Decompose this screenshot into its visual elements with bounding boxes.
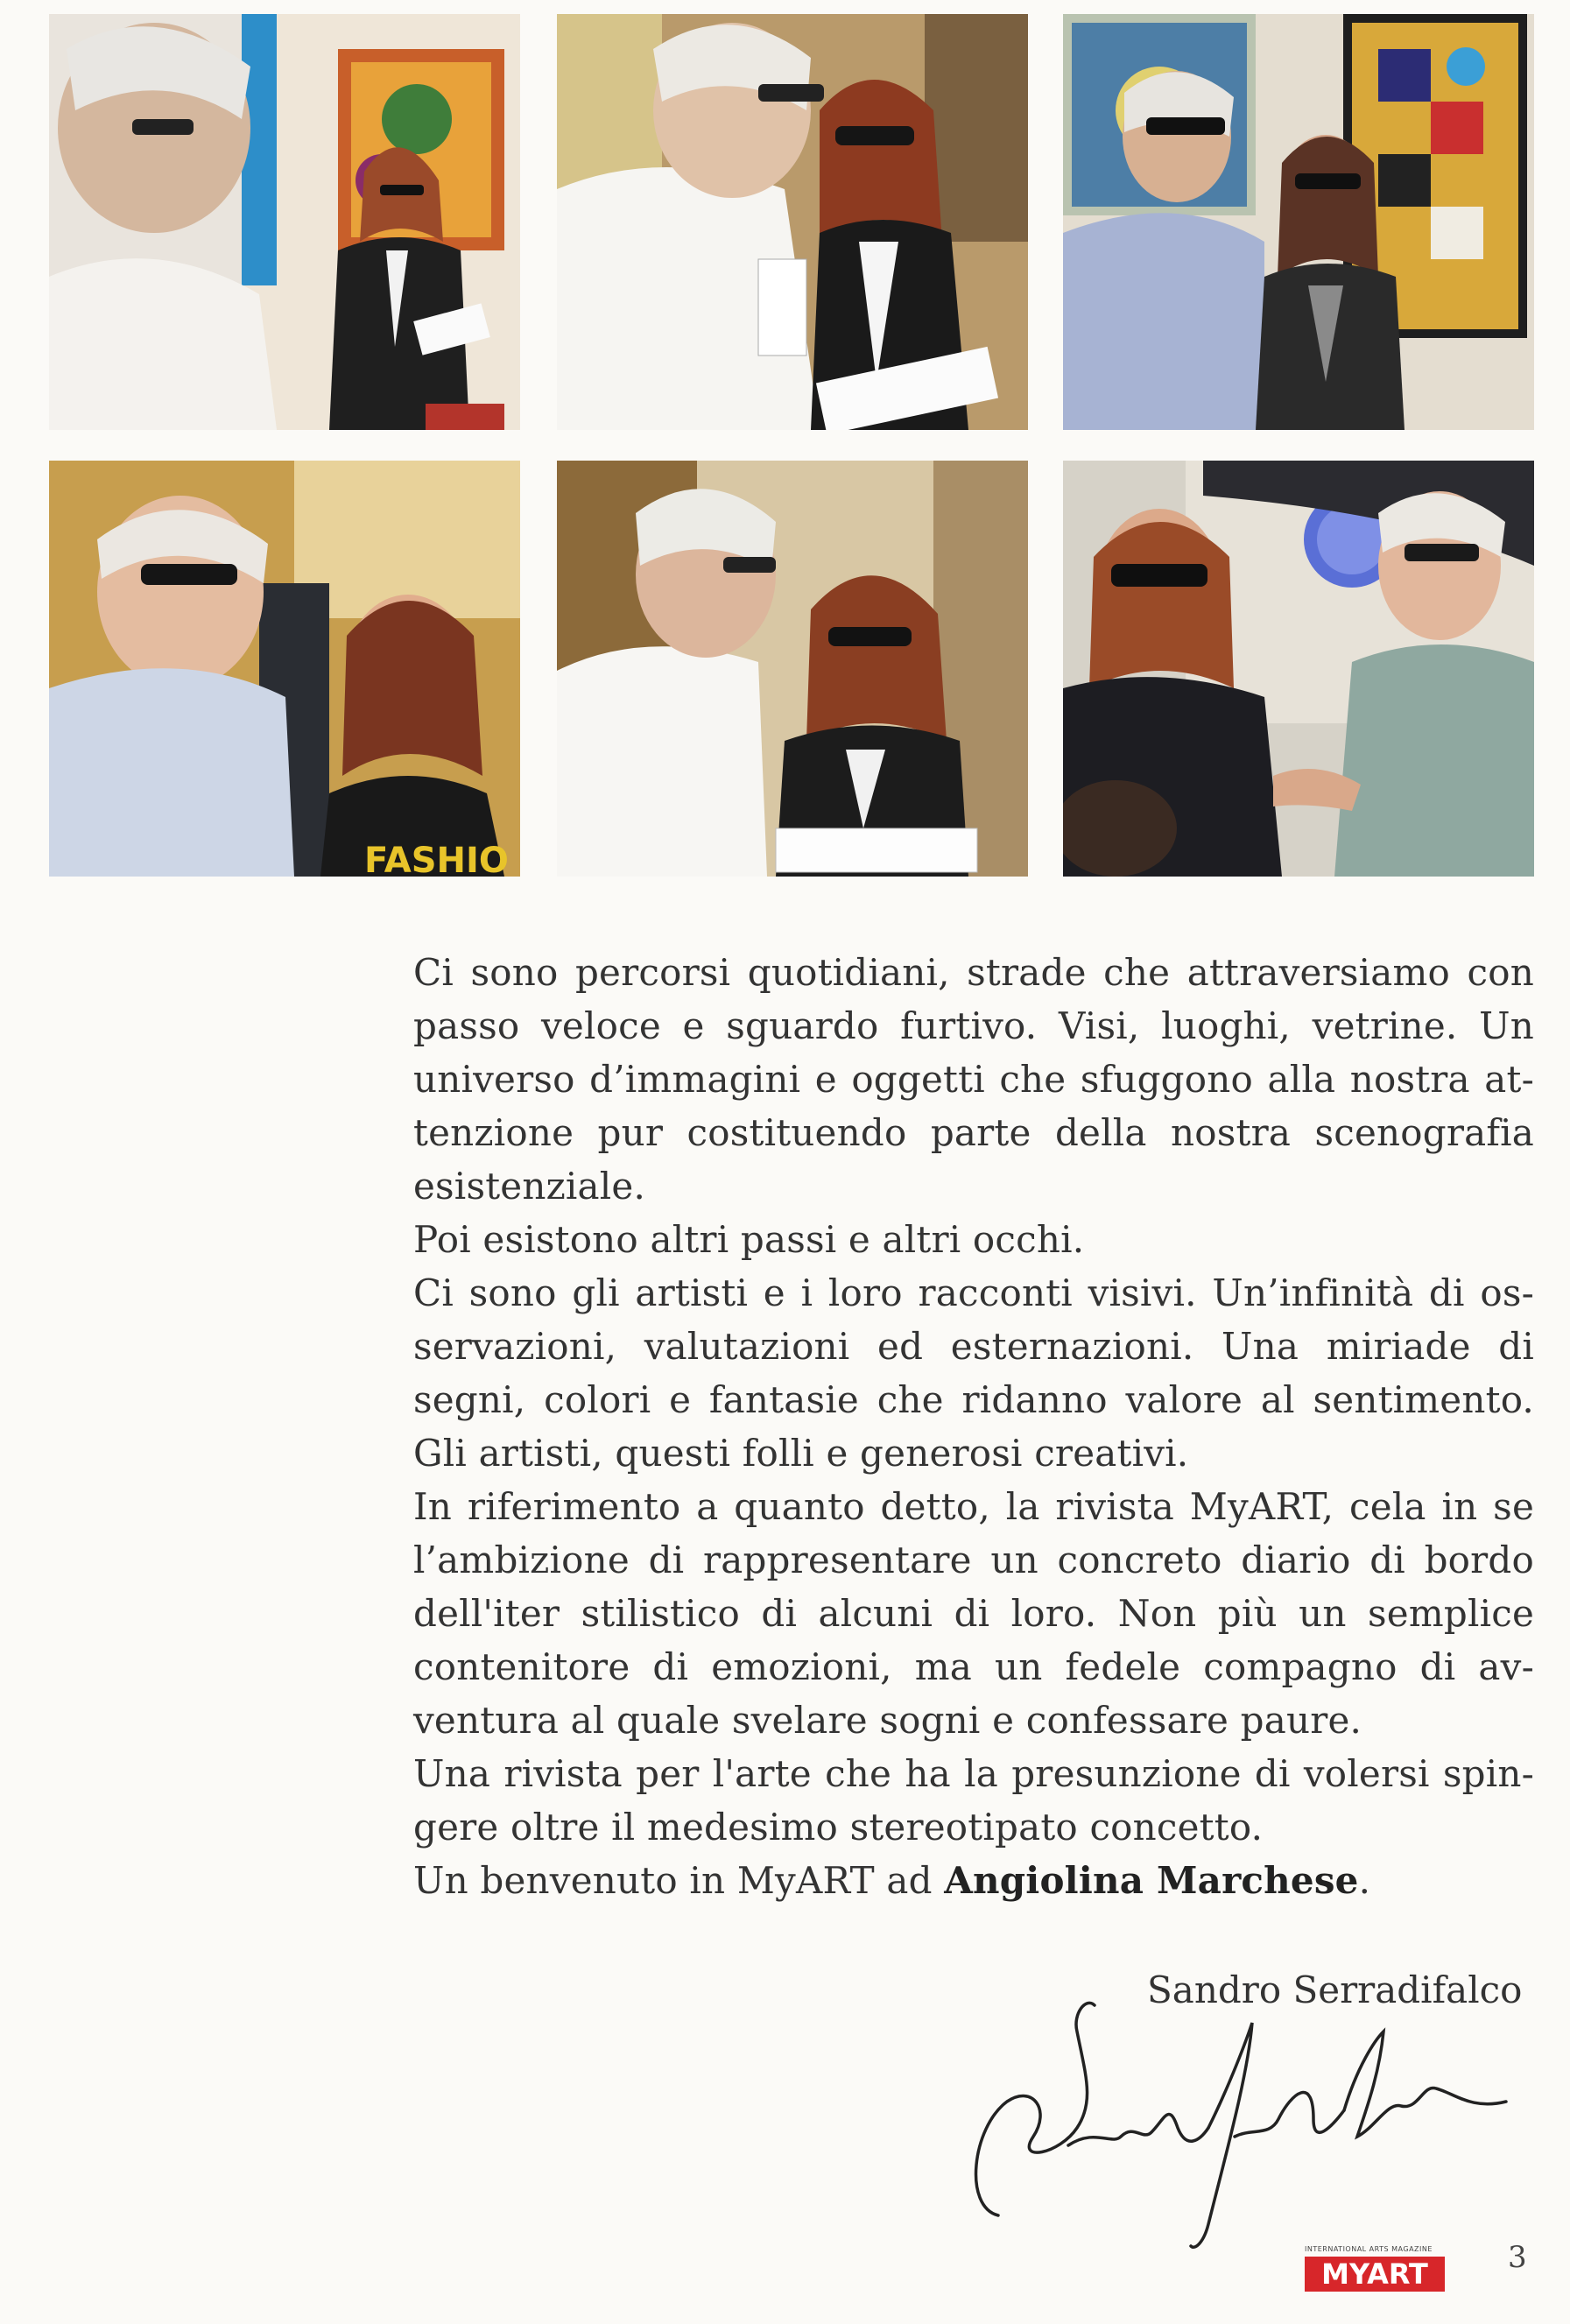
body-line: segni, colori e fantasie che ridanno valore al sentimento. (413, 1378, 1534, 1421)
photo-gallery-visitor-woman-reading (49, 14, 520, 430)
svg-text:FASHIO: FASHIO (364, 841, 509, 877)
author-name: Sandro Serradifalco (1147, 1968, 1523, 2011)
photo-image (1063, 461, 1534, 877)
body-line: universo d’immagini e oggetti che sfuggono alla nostra at- (413, 1058, 1534, 1101)
body-line: Poi esistono altri passi e altri occhi. (413, 1218, 1085, 1261)
body-line: Gli artisti, questi folli e generosi creativi. (413, 1432, 1189, 1475)
photo-couple-by-painting (1063, 14, 1534, 430)
editorial-text (413, 946, 1534, 1907)
logo-tagline: INTERNATIONAL ARTS MAGAZINE (1305, 2245, 1433, 2253)
photo-image (1063, 14, 1534, 430)
photo-image (49, 461, 520, 877)
body-line: Una rivista per l'arte che ha la presunzione di volersi spin- (413, 1752, 1534, 1795)
body-line: dell'iter stilistico di alcuni di loro. Non più un semplice (413, 1592, 1534, 1635)
photo-handshake (1063, 461, 1534, 877)
body-line: servazioni, valutazioni ed esternazioni. Una miriade di (413, 1325, 1534, 1368)
handwritten-signature (946, 1997, 1541, 2259)
body-line: tenzione pur costituendo parte della nostra scenografia (413, 1111, 1534, 1154)
welcome-prefix: Un benvenuto in MyART ad (413, 1859, 945, 1902)
body-line: passo veloce e sguardo furtivo. Visi, luoghi, vetrine. Un (413, 1004, 1534, 1047)
body-line: esistenziale. (413, 1165, 646, 1208)
photo-image (49, 14, 520, 430)
welcome-suffix: . (1358, 1859, 1371, 1902)
body-line: contenitore di emozioni, ma un fedele compagno di av- (413, 1645, 1534, 1688)
logo-wordmark: MYART (1305, 2257, 1445, 2292)
welcome-line (413, 1854, 1534, 1907)
featured-artist-name: Angiolina Marchese (944, 1859, 1359, 1902)
photo-conversation-with-book (557, 461, 1028, 877)
photo-image (557, 461, 1028, 877)
body-line: In riferimento a quanto detto, la rivista MyART, cela in se (413, 1485, 1534, 1528)
photo-image (557, 14, 1028, 430)
photo-man-and-woman-smiling (49, 461, 520, 877)
body-line: Ci sono gli artisti e i loro racconti visivi. Un’infinità di os- (413, 1271, 1534, 1314)
myart-logo (1305, 2245, 1445, 2294)
body-line: Ci sono percorsi quotidiani, strade che attraversiamo con (413, 951, 1534, 994)
photo-man-signing-book (557, 14, 1028, 430)
page-number: 3 (1508, 2240, 1527, 2275)
body-line: ventura al quale svelare sogni e confessare paure. (413, 1699, 1362, 1742)
body-line: l’ambizione di rappresentare un concreto diario di bordo (413, 1539, 1534, 1581)
body-line: gere oltre il medesimo stereotipato concetto. (413, 1806, 1264, 1849)
